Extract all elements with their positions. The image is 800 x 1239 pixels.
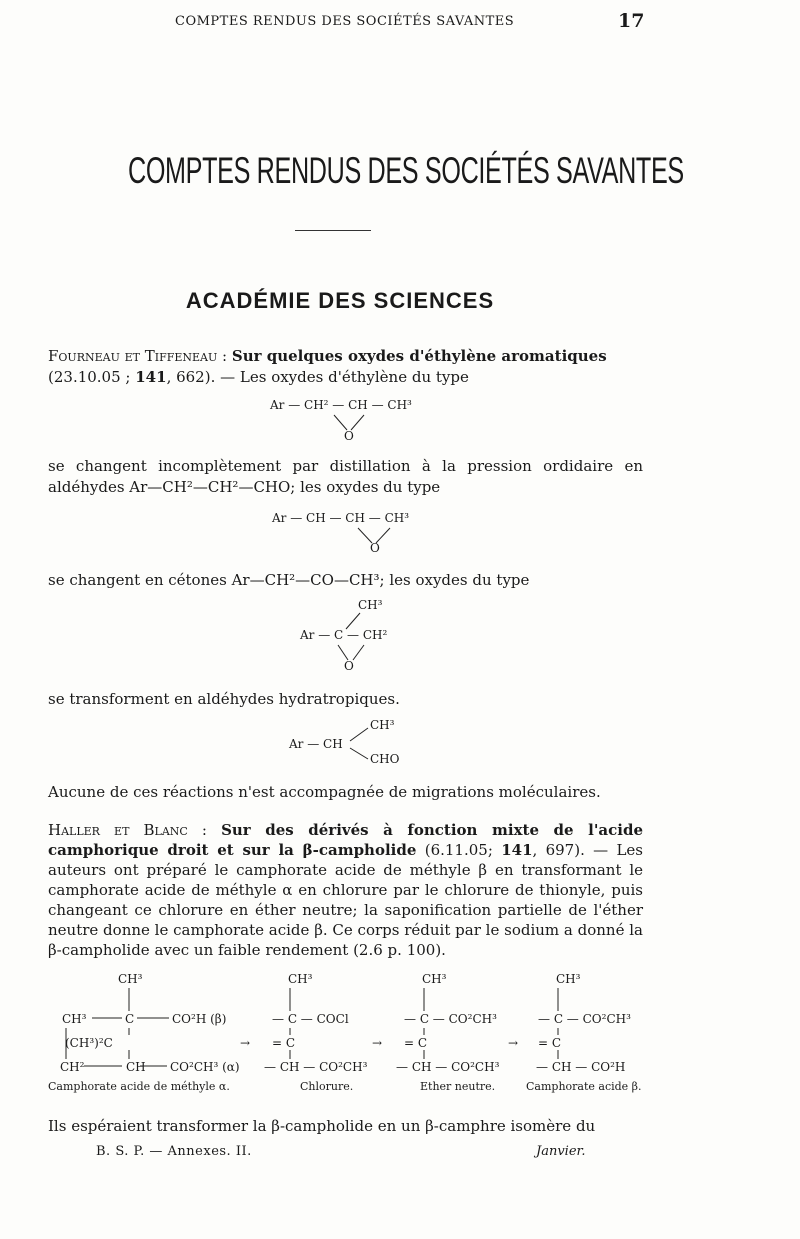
f1-bond-right	[351, 415, 364, 430]
article1-ref-b: , 662). — Les oxydes d'éthylène du type	[166, 368, 469, 386]
arrow-2: →	[372, 1036, 383, 1050]
arrow-3: →	[508, 1036, 519, 1050]
s1-top: CH³	[118, 972, 143, 986]
article1-text-2: se changent incomplètement par distillation à la pression ordidaire en aldéhydes Ar—CH²—CH²—CHO; les oxydes du type	[48, 457, 643, 496]
s4-bottom: — CH — CO²H	[536, 1060, 626, 1074]
f3-bond-left	[338, 645, 348, 660]
page-title: COMPTES RENDUS DES SOCIÉTÉS SAVANTES	[128, 150, 684, 191]
f1-bond-left	[334, 415, 347, 430]
f3-bond-right	[353, 645, 364, 660]
article1-ref-a: (23.10.05 ;	[48, 368, 136, 386]
formula-4-top: CH³	[370, 718, 395, 732]
article2-body	[48, 820, 643, 960]
s1-center: C	[125, 1012, 135, 1026]
article2-title: Sur des dérivés à fonction mixte de l'acide camphorique droit et sur la β-campholide	[48, 821, 643, 859]
s4-center: — C — CO²CH³	[538, 1012, 631, 1026]
f3-bond-top	[346, 613, 360, 629]
formula-4-bottom: CHO	[370, 752, 400, 766]
title-divider	[295, 230, 371, 231]
article2-last-line: Ils espéraient transformer la β-campholide en un β-camphre isomère du	[48, 1117, 596, 1135]
s1-bottom-right: CO²CH³ (α)	[170, 1060, 240, 1074]
s3-top: CH³	[422, 972, 447, 986]
f4-bond-down	[350, 748, 368, 759]
formula-2-oxygen: O	[370, 541, 380, 555]
article2-ref-volume: 141	[501, 841, 533, 859]
page-number: 17	[618, 10, 645, 32]
formula-1-oxygen: O	[344, 429, 354, 443]
s2-top: CH³	[288, 972, 313, 986]
arrow-1: →	[240, 1036, 251, 1050]
s2-caption: Chlorure.	[300, 1080, 354, 1093]
formula-2: Ar — CH — CH — CH³	[272, 511, 410, 525]
section-heading: ACADÉMIE DES SCIENCES	[185, 288, 495, 313]
s1-bottom-center: CH	[126, 1060, 146, 1074]
footer-month: Janvier.	[536, 1144, 586, 1159]
article2-ref-a: (6.11.05;	[416, 841, 502, 859]
s3-bottom: — CH — CO²CH³	[396, 1060, 500, 1074]
article1-text-3: se changent en cétones Ar—CH²—CO—CH³; les oxydes du type	[48, 571, 530, 589]
s3-center: — C — CO²CH³	[404, 1012, 497, 1026]
s4-caption: Camphorate acide β.	[526, 1080, 642, 1093]
footer-journal: B. S. P. — Annexes. II.	[96, 1144, 252, 1159]
article2-authors: Haller et Blanc :	[48, 821, 207, 839]
formula-4-ar: Ar — CH	[289, 737, 343, 751]
s1-caption: Camphorate acide de méthyle α.	[48, 1080, 230, 1093]
s3-caption: Ether neutre.	[420, 1080, 496, 1093]
s1-right: CO²H (β)	[172, 1012, 227, 1026]
s2-mid: = C	[272, 1036, 296, 1050]
s1-bottom-left: CH²	[60, 1060, 85, 1074]
formula-1: Ar — CH² — CH — CH³	[270, 398, 412, 412]
article1-text-5: Aucune de ces réactions n'est accompagnée de migrations moléculaires.	[48, 783, 601, 801]
article1-title: Sur quelques oxydes d'éthylène aromatiques	[231, 347, 607, 365]
f4-bond-up	[350, 728, 368, 741]
article1-intro	[48, 346, 643, 388]
s3-mid: = C	[404, 1036, 428, 1050]
formula-3-top: CH³	[358, 598, 383, 612]
article1-text-4: se transforment en aldéhydes hydratropiques.	[48, 690, 400, 708]
s2-bottom: — CH — CO²CH³	[264, 1060, 368, 1074]
s2-center: — C — COCl	[272, 1012, 349, 1026]
formula-3: Ar — C — CH²	[300, 628, 388, 642]
s4-mid: = C	[538, 1036, 562, 1050]
article1-ref-volume: 141	[135, 368, 167, 386]
formula-3-oxygen: O	[344, 659, 354, 673]
running-head: COMPTES RENDUS DES SOCIÉTÉS SAVANTES	[175, 14, 515, 29]
article2-ref-b: , 697). — Les auteurs ont préparé le camphorate acide de méthyle β en transformant le camphorate acide de méthyle α en chlorure par le chlorure de thionyle, puis changeant ce chlorure en éther neutre; la saponification partielle de l'éther neutre donne le camphorate acide β. Ce corps réduit par le sodium a donné la β-campholide avec un faible rendement (2.6 p. 100).	[48, 841, 644, 959]
s4-top: CH³	[556, 972, 581, 986]
s1-mid: (CH³)²C	[65, 1036, 113, 1050]
article1-authors: Fourneau et Tiffeneau :	[48, 347, 228, 365]
s1-left: CH³	[62, 1012, 87, 1026]
